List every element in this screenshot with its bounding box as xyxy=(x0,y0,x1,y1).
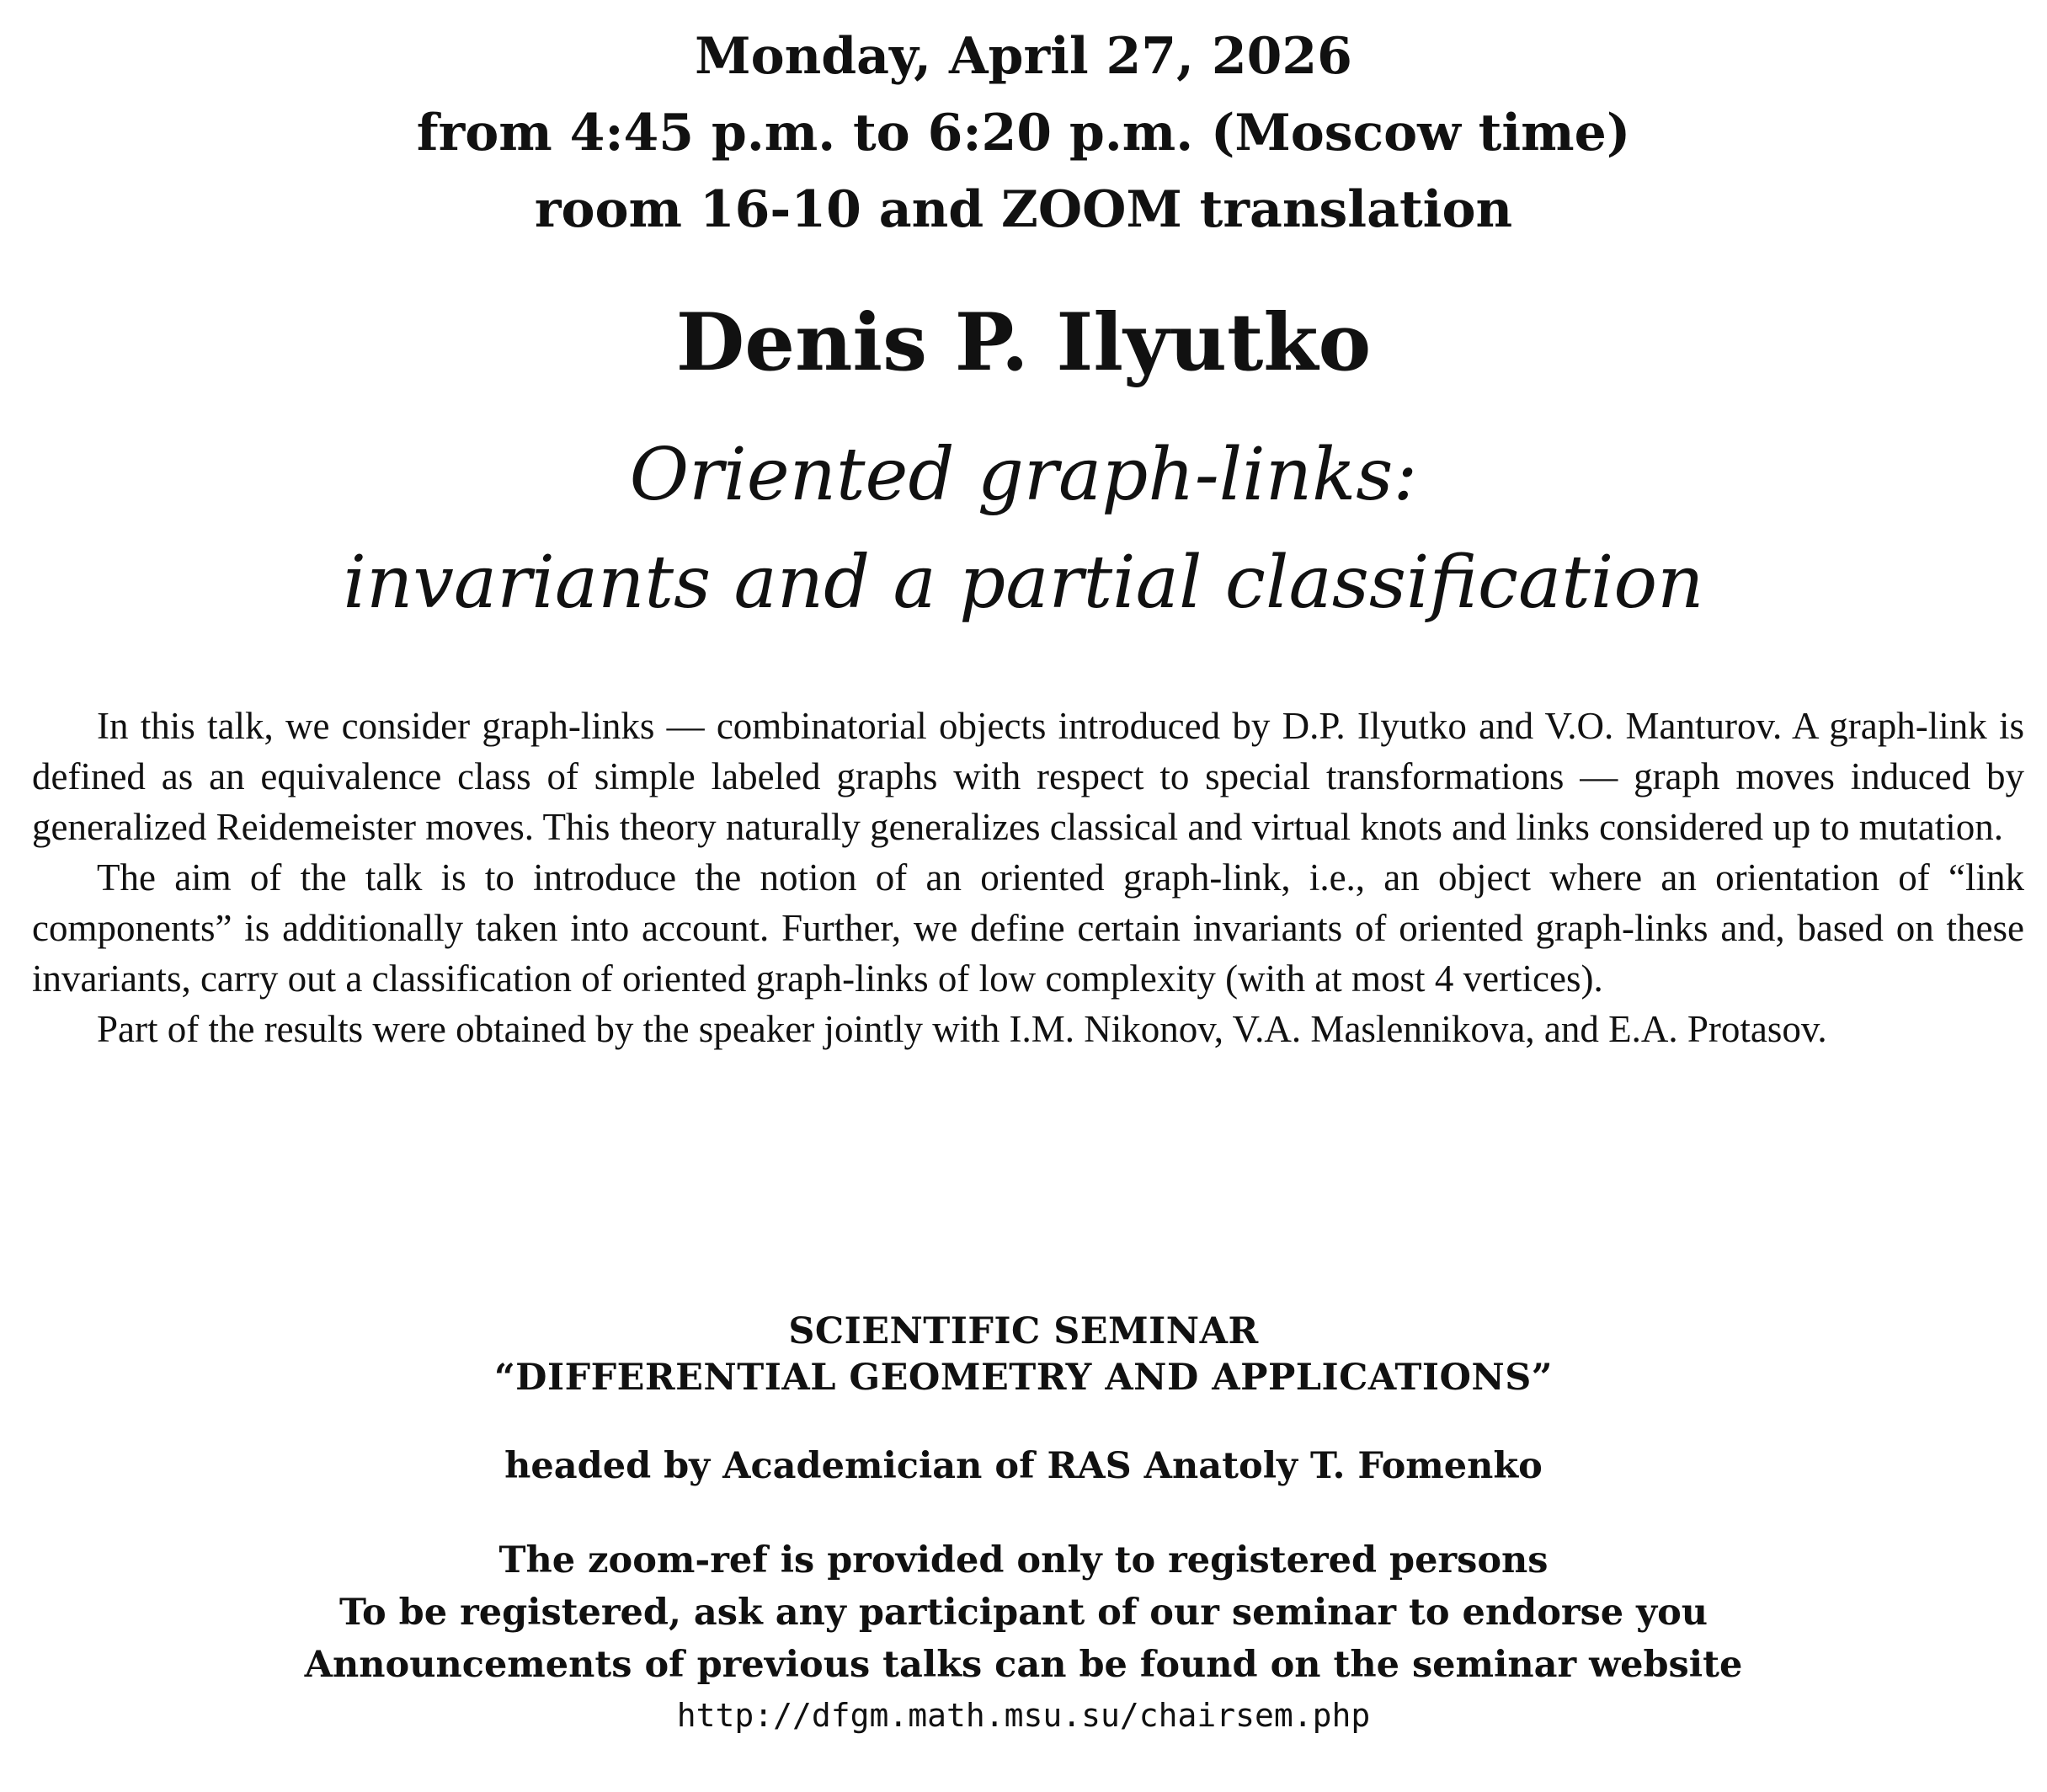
talk-title-line-2: invariants and a partial classification xyxy=(343,541,1704,625)
event-header xyxy=(0,19,2047,248)
abstract xyxy=(32,701,2024,1054)
talk-title xyxy=(0,421,2047,637)
seminar-website-link[interactable]: http://dfgm.math.msu.su/chairsem.php xyxy=(676,1697,1371,1734)
seminar-name: “DIFFERENTIAL GEOMETRY AND APPLICATIONS” xyxy=(493,1357,1554,1399)
abstract-paragraph-2: The aim of the talk is to introduce the notion of an oriented graph-link, i.e., an object where an orientation of “link components” is additionally taken into account. Further, we define certain invariants of oriented graph-links and, based on these invariants, carry out a classification of oriented graph-links of low complexity (with at most 4 vertices). xyxy=(32,856,2024,1000)
seminar-title-block xyxy=(0,1309,2047,1401)
event-time: from 4:45 p.m. to 6:20 p.m. (Moscow time) xyxy=(416,104,1631,163)
seminar-label: SCIENTIFIC SEMINAR xyxy=(788,1310,1259,1352)
registration-info xyxy=(0,1534,2047,1740)
registration-line-3: Announcements of previous talks can be found on the seminar website xyxy=(304,1644,1743,1686)
abstract-paragraph-3: Part of the results were obtained by the speaker jointly with I.M. Nikonov, V.A. Maslennikova, and E.A. Protasov. xyxy=(97,1008,1827,1050)
event-location: room 16-10 and ZOOM translation xyxy=(534,180,1513,239)
speaker-name: Denis P. Ilyutko xyxy=(675,296,1372,389)
seminar-head: headed by Academician of RAS Anatoly T. Fomenko xyxy=(504,1445,1543,1487)
seminar-footer xyxy=(0,1309,2047,1740)
registration-line-1: The zoom-ref is provided only to registered persons xyxy=(498,1539,1549,1581)
talk-title-line-1: Oriented graph-links: xyxy=(629,433,1418,517)
abstract-paragraph-1: In this talk, we consider graph-links — combinatorial objects introduced by D.P. Ilyutko and V.O. Manturov. A graph-link is defined as an equivalence class of simple labeled graphs with respect to special transformations — graph moves induced by generalized Reidemeister moves. This theory naturally generalizes classical and virtual knots and links considered up to mutation. xyxy=(32,705,2024,848)
event-date: Monday, April 27, 2026 xyxy=(695,27,1352,86)
registration-line-2: To be registered, ask any participant of our seminar to endorse you xyxy=(339,1592,1708,1634)
